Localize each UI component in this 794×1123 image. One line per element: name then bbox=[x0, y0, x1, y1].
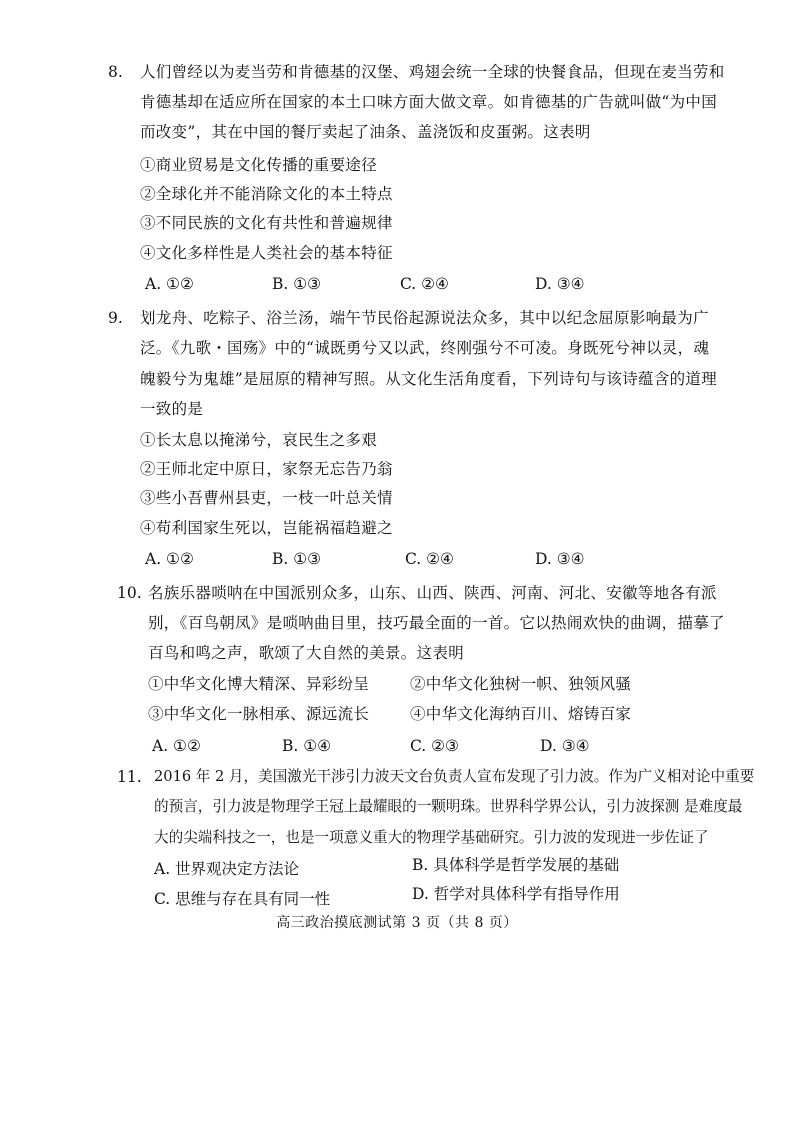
question-stem-line: 大的尖端科技之一，也是一项意义重大的物理学基础研究。引力波的发现进一步佐证了 bbox=[154, 829, 709, 846]
option-a: A. 世界观决定方法论 bbox=[154, 860, 300, 878]
option-d: D. ③④ bbox=[535, 550, 585, 568]
statement: ④中华文化海纳百川、熔铸百家 bbox=[410, 705, 632, 723]
question-number: 8. bbox=[108, 63, 123, 81]
option-c: C. ②③ bbox=[410, 737, 459, 755]
question-stem-line: 名族乐器唢呐在中国派别众多，山东、山西、陕西、河南、河北、安徽等地各有派 bbox=[148, 584, 717, 602]
option-d: D. 哲学对具体科学有指导作用 bbox=[412, 885, 620, 903]
statement: ②全球化并不能消除文化的本土特点 bbox=[140, 185, 393, 203]
question-stem-line: 肯德基却在适应所在国家的本土口味方面大做文章。如肯德基的广告就叫做“为中国 bbox=[140, 93, 718, 111]
option-a: A. ①② bbox=[152, 737, 201, 755]
option-c: C. ②④ bbox=[405, 550, 454, 568]
statement: ①中华文化博大精深、异彩纷呈 bbox=[148, 675, 370, 693]
option-d: D. ③④ bbox=[540, 737, 590, 755]
page-footer: 高三政治摸底测试第 3 页（共 8 页） bbox=[276, 915, 518, 931]
statement: ④文化多样性是人类社会的基本特征 bbox=[140, 244, 393, 262]
question-stem-line: 的预言，引力波是物理学王冠上最耀眼的一颗明珠。世界科学界公认，引力波探测 是难度最 bbox=[154, 798, 743, 815]
question-stem-line: 魄毅兮为鬼雄”是屈原的精神写照。从文化生活角度看，下列诗句与该诗蕴含的道理 bbox=[140, 370, 718, 388]
statement: ①长太息以掩涕兮，哀民生之多艰 bbox=[140, 431, 378, 449]
statement: ①商业贸易是文化传播的重要途径 bbox=[140, 156, 378, 174]
option-a: A. ①② bbox=[145, 275, 194, 293]
question-stem-line: 一致的是 bbox=[140, 400, 204, 418]
option-b: B. ①③ bbox=[272, 275, 322, 293]
option-a: A. ①② bbox=[145, 550, 194, 568]
statement: ②中华文化独树一帜、独领风骚 bbox=[410, 675, 632, 693]
option-c: C. ②④ bbox=[400, 275, 449, 293]
option-b: B. ①④ bbox=[282, 737, 332, 755]
option-b: B. 具体科学是哲学发展的基础 bbox=[412, 856, 620, 874]
statement: ③些小吾曹州县吏，一枝一叶总关情 bbox=[140, 489, 393, 507]
question-number: 9. bbox=[108, 309, 123, 327]
question-stem-line: 人们曾经以为麦当劳和肯德基的汉堡、鸡翅会统一全球的快餐食品，但现在麦当劳和 bbox=[140, 63, 725, 81]
statement: ③不同民族的文化有共性和普遍规律 bbox=[140, 214, 393, 232]
question-stem-line: 2016 年 2 月，美国激光干涉引力波天文台负责人宣布发现了引力波。作为广义相对论中重要 bbox=[154, 768, 755, 785]
option-b: B. ①③ bbox=[272, 550, 322, 568]
question-stem-line: 而改变”，其在中国的餐厅卖起了油条、盖浇饭和皮蛋粥。这表明 bbox=[140, 123, 591, 141]
statement: ④苟利国家生死以，岂能祸福趋避之 bbox=[140, 519, 393, 537]
statement: ③中华文化一脉相承、源远流长 bbox=[148, 705, 370, 723]
question-stem-line: 划龙舟、吃粽子、浴兰汤，端午节民俗起源说法众多，其中以纪念屈原影响最为广 bbox=[140, 309, 709, 327]
question-number: 11. bbox=[117, 768, 142, 786]
question-stem-line: 百鸟和鸣之声，歌颂了大自然的美景。这表明 bbox=[148, 644, 465, 662]
question-stem-line: 别，《百鸟朝凤》是唢呐曲目里，技巧最全面的一首。它以热闹欢快的曲调，描摹了 bbox=[148, 614, 725, 632]
option-d: D. ③④ bbox=[535, 275, 585, 293]
question-number: 10. bbox=[117, 584, 142, 602]
question-stem-line: 泛。《九歌・国殇》中的“诚既勇兮又以武，终刚强兮不可凌。身既死兮神以灵，魂 bbox=[140, 339, 710, 357]
option-c: C. 思维与存在具有同一性 bbox=[154, 890, 331, 908]
statement: ②王师北定中原日，家祭无忘告乃翁 bbox=[140, 460, 393, 478]
